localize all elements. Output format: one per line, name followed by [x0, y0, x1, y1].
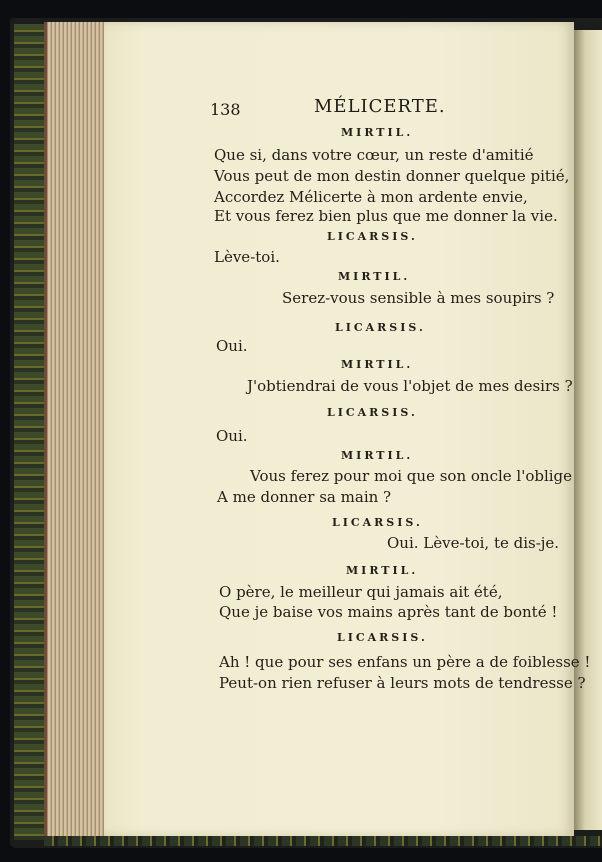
speaker-label: LICARSIS.: [327, 230, 418, 243]
speaker-label: MIRTIL.: [338, 270, 411, 283]
speaker-label: MIRTIL.: [341, 358, 414, 371]
verse-line: Oui.: [216, 337, 248, 355]
speaker-label: MIRTIL.: [341, 449, 414, 462]
verse-line: Que si, dans votre cœur, un reste d'amitié: [214, 146, 534, 164]
verse-line: Serez-vous sensible à mes soupirs ?: [282, 289, 555, 307]
speaker-label: MIRTIL.: [341, 126, 414, 139]
speaker-label: LICARSIS.: [337, 631, 428, 644]
book-page: [104, 22, 574, 836]
verse-line: Lève-toi.: [214, 248, 280, 266]
verse-line: J'obtiendrai de vous l'objet de mes desirs ?: [247, 377, 573, 395]
verse-line: Accordez Mélicerte à mon ardente envie,: [214, 188, 528, 206]
verse-line: Peut-on rien refuser à leurs mots de tendresse ?: [219, 674, 586, 692]
running-head: MÉLICERTE.: [314, 96, 446, 117]
verse-line: A me donner sa main ?: [217, 488, 392, 506]
verse-line: Vous peut de mon destin donner quelque pitié,: [214, 167, 570, 185]
facing-page-edge: [574, 30, 602, 830]
verse-line: Vous ferez pour moi que son oncle l'oblige: [250, 467, 573, 485]
speaker-label: LICARSIS.: [332, 516, 423, 529]
verse-line: Et vous ferez bien plus que me donner la vie.: [214, 207, 558, 225]
page-number: 138: [210, 100, 241, 119]
page-stack-edge: [44, 22, 109, 836]
verse-line: O père, le meilleur qui jamais ait été,: [219, 583, 503, 601]
verse-line: Ah ! que pour ses enfans un père a de foiblesse !: [219, 653, 591, 671]
verse-line: Que je baise vos mains après tant de bonté !: [219, 603, 558, 621]
speaker-label: LICARSIS.: [327, 406, 418, 419]
verse-line: Oui.: [216, 427, 248, 445]
speaker-label: MIRTIL.: [346, 564, 419, 577]
cover-bottom-edge: [44, 836, 602, 846]
verse-line: Oui. Lève-toi, te dis-je.: [387, 534, 560, 552]
speaker-label: LICARSIS.: [335, 321, 426, 334]
